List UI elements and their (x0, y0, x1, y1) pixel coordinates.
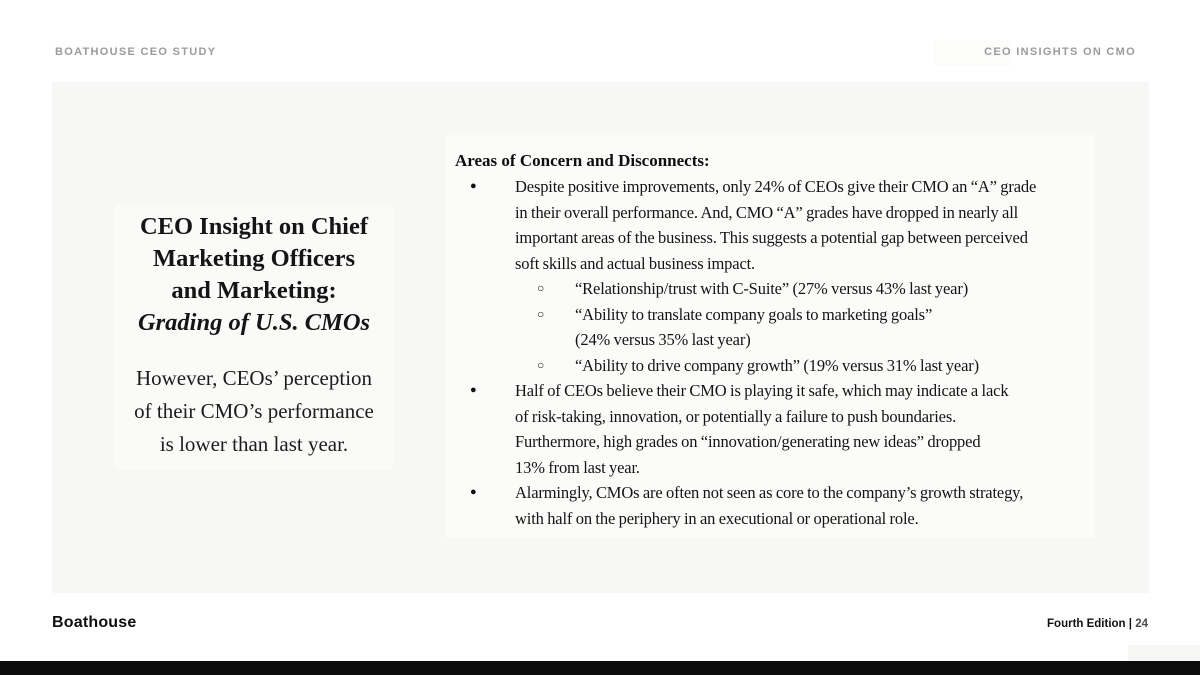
disc-bullet-marker: ● (470, 486, 477, 498)
bullet-text-line: “Ability to translate company goals to marketing goals” (575, 304, 933, 324)
title-block (115, 204, 393, 470)
slide-title (115, 204, 393, 339)
bullet-text-line: Despite positive improvements, only 24% of CEOs give their CMO an “A” grade (515, 177, 1037, 196)
bullet-text-line: important areas of the business. This suggests a potential gap between perceived (515, 228, 1028, 247)
bullet-text-line: soft skills and actual business impact. (515, 253, 756, 273)
section-title: CEO INSIGHTS ON CMO (984, 46, 1136, 58)
bullet-text (515, 480, 1023, 531)
bullet-text-line: 13% from last year. (515, 457, 640, 477)
bullet-text-line: with half on the periphery in an executional or operational role. (515, 508, 919, 528)
bullet-text-line: Furthermore, high grades on “innovation/generating new ideas” dropped (515, 432, 981, 451)
circle-bullet-marker: ○ (537, 306, 545, 321)
slide-canvas (52, 82, 1149, 593)
bullet-list (445, 174, 1095, 531)
bullet-text (575, 353, 979, 379)
disc-bullet-marker: ● (470, 180, 477, 192)
bullet-text-line: (24% versus 35% last year) (575, 330, 751, 349)
disc-bullet-marker: ● (470, 384, 477, 396)
bullet-text (515, 378, 1008, 480)
report-title: BOATHOUSE CEO STUDY (55, 46, 217, 58)
bullet-text-line: of risk-taking, innovation, or potentially a failure to push boundaries. (515, 406, 957, 426)
circle-bullet-marker: ○ (537, 281, 545, 295)
bullet-item (445, 378, 1095, 480)
slide-title-line: CEO Insight on Chief (139, 213, 369, 240)
bullet-item (445, 480, 1095, 531)
slide-title-italic-line: Grading of U.S. CMOs (137, 309, 371, 336)
bullet-item (445, 174, 1095, 276)
slide-subtitle-line: of their CMO’s performance (134, 399, 374, 423)
bullet-text-line: in their overall performance. And, CMO “A” grades have dropped in nearly all (515, 202, 1019, 222)
edition-label (1047, 618, 1148, 630)
slide-title-line: Marketing Officers (152, 245, 356, 272)
content-panel (445, 135, 1095, 538)
bullet-text (575, 276, 968, 302)
content-heading: Areas of Concern and Disconnects: (455, 151, 710, 170)
bottom-bar (0, 661, 1200, 675)
boathouse-logo: Boathouse (52, 614, 137, 631)
bullet-text-line: Alarmingly, CMOs are often not seen as core to the company’s growth strategy, (515, 483, 1024, 502)
corner-rect (1128, 645, 1200, 662)
bullet-text-line: “Relationship/trust with C-Suite” (27% versus 43% last year) (575, 279, 969, 298)
page-number: 24 (1135, 618, 1148, 630)
sub-bullet-item (445, 302, 1095, 353)
slide-subtitle-line: However, CEOs’ perception (135, 366, 373, 390)
bullet-text-line: “Ability to drive company growth” (19% versus 31% last year) (575, 355, 979, 375)
slide-subtitle (115, 362, 393, 461)
circle-bullet-marker: ○ (537, 357, 545, 372)
bullet-text-line: Half of CEOs believe their CMO is playing it safe, which may indicate a lack (515, 381, 1009, 400)
bullet-text (515, 174, 1036, 276)
bullet-text (575, 302, 932, 353)
slide-subtitle-line: is lower than last year. (159, 432, 349, 456)
edition-text: Fourth Edition | (1047, 618, 1132, 630)
sub-bullet-item (445, 276, 1095, 302)
slide-title-line: and Marketing: (171, 277, 337, 304)
sub-bullet-item (445, 353, 1095, 379)
